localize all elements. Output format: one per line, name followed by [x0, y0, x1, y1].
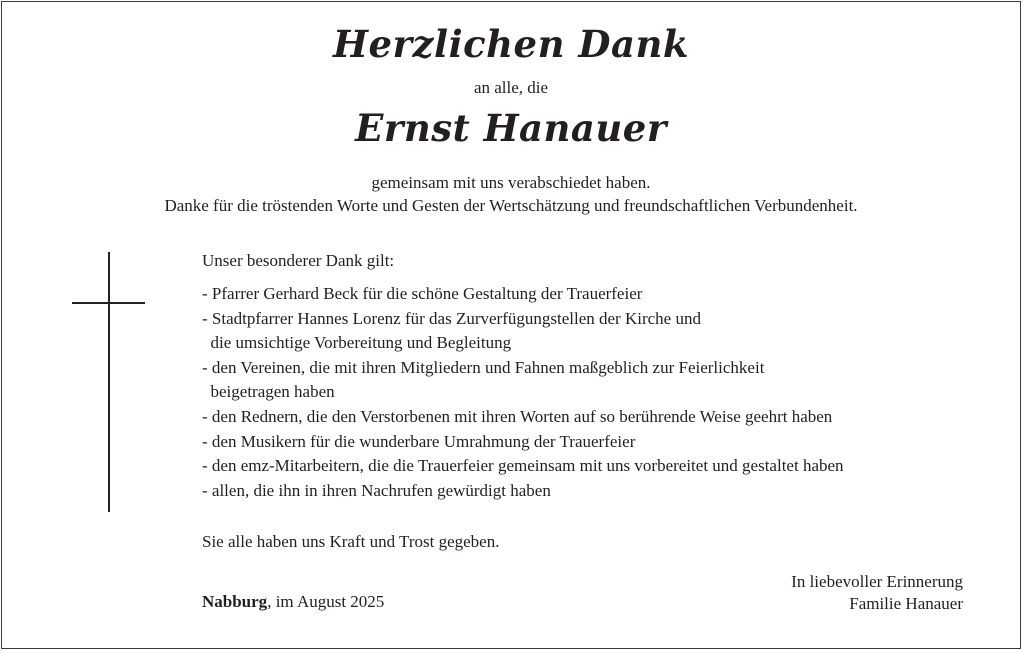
- notice-subtitle: an alle, die: [473, 78, 549, 97]
- list-item: - den Vereinen, die mit ihren Mitgliedern und Fahnen maßgeblich zur Feierlichkeit: [202, 357, 765, 377]
- date-text: , im August 2025: [267, 592, 385, 611]
- list-item: - allen, die ihn in ihren Nachrufen gewürdigt haben: [202, 480, 551, 500]
- signature: [791, 571, 963, 615]
- thanks-heading: Unser besonderer Dank gilt:: [202, 251, 395, 270]
- list-item: - den emz-Mitarbeitern, die die Trauerfeier gemeinsam mit uns vorbereitet und gestaltet haben: [202, 456, 844, 476]
- intro-line-1: gemeinsam mit uns verabschiedet haben.: [371, 173, 651, 192]
- list-item: - den Musikern für die wunderbare Umrahmung der Trauerfeier: [202, 431, 636, 451]
- notice-title: Herzlichen Dank: [333, 22, 689, 66]
- cross-horizontal-bar: [72, 302, 145, 304]
- deceased-name: Ernst Hanauer: [355, 106, 667, 150]
- thanks-list: [202, 282, 844, 503]
- list-item: - Pfarrer Gerhard Beck für die schöne Gestaltung der Trauerfeier: [202, 284, 643, 303]
- list-item: - Stadtpfarrer Hannes Lorenz für das Zurverfügungstellen der Kirche und: [202, 308, 701, 328]
- signature-line-2: Familie Hanauer: [849, 594, 963, 613]
- intro-line-2: Danke für die tröstenden Worte und Gesten der Wertschätzung und freundschaftlichen Verbundenheit.: [164, 196, 858, 215]
- list-item: die umsichtige Vorbereitung und Begleitung: [202, 333, 512, 353]
- obituary-notice: [1, 1, 1021, 649]
- place-date: [202, 592, 384, 612]
- closing-line: Sie alle haben uns Kraft und Trost gegeben.: [202, 532, 500, 551]
- list-item: beigetragen haben: [202, 382, 335, 402]
- signature-line-1: In liebevoller Erinnerung: [791, 572, 963, 591]
- place-name: Nabburg: [202, 592, 268, 611]
- list-item: - den Rednern, die den Verstorbenen mit ihren Worten auf so berührende Weise geehrt haben: [202, 406, 833, 426]
- cross-vertical-bar: [108, 252, 110, 512]
